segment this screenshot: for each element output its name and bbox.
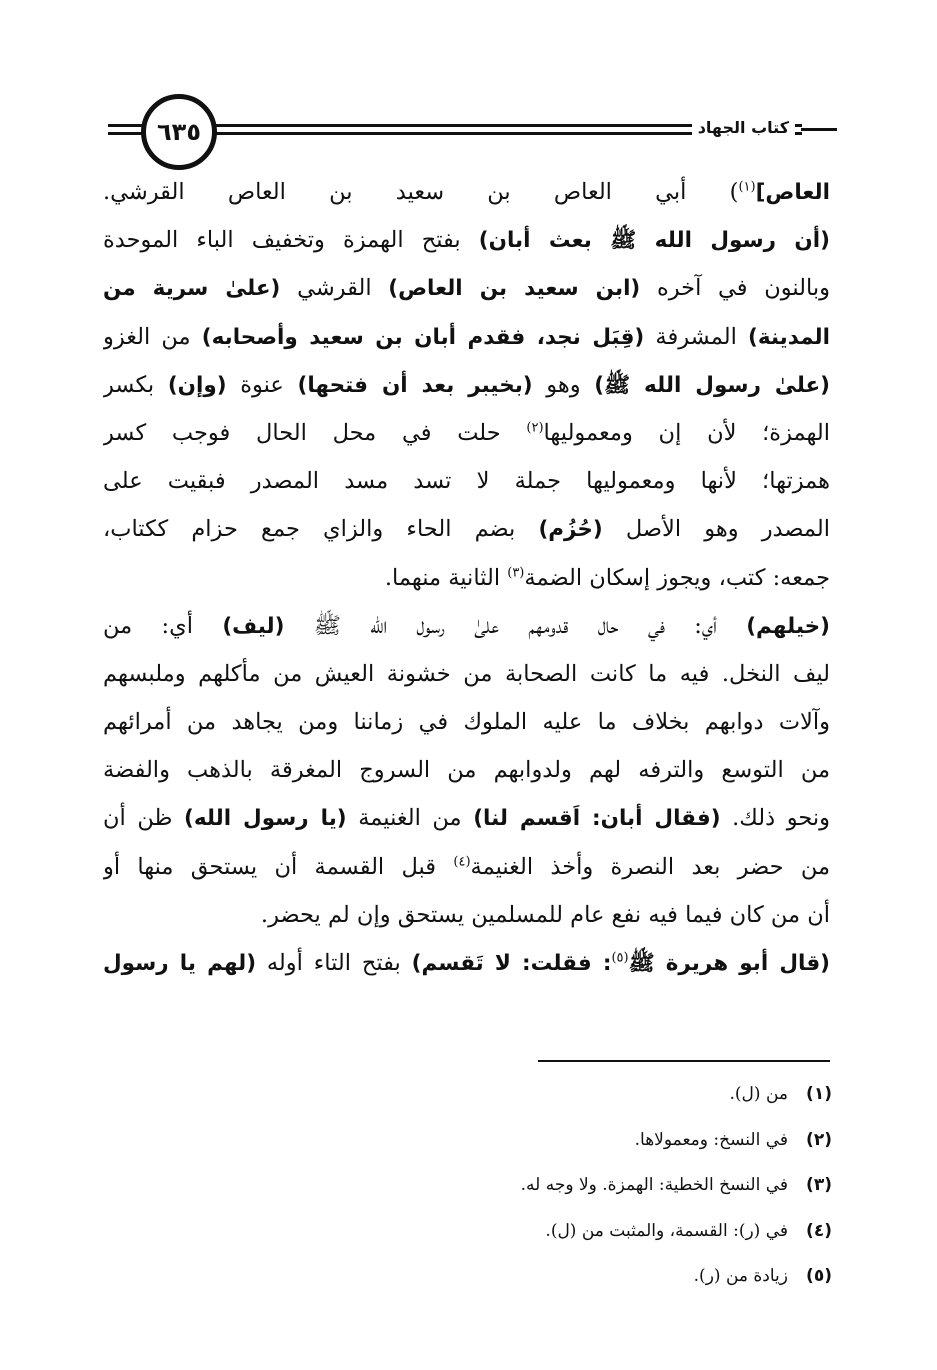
footnote-ref: (٣): [507, 565, 525, 580]
text-line: ونحو ذلك. (فقال أبان: اَقسم لنا) من الغنيمة (يا رسول الله) ظن أن: [103, 805, 830, 832]
footnote-number: (٣): [806, 1175, 832, 1195]
footnote: [132, 1163, 832, 1209]
footnote-text: زيادة من (ر).: [693, 1266, 788, 1286]
text-line: ليف النخل. فيه ما كانت الصحابة من خشونة العيش من مأكلهم وملبسهم: [103, 660, 830, 687]
text-line: من حضر بعد النصرة وأخذ الغنيمة$^{(٤)}$ قبل القسمة أن يستحق منها أو: [103, 853, 830, 880]
footnote-text: في النسخ: ومعمولاها.: [634, 1129, 788, 1150]
footnote-number: (٢): [806, 1129, 832, 1150]
text-line: وآلات دوابهم بخلاف ما عليه الملوك في زماننا ومن يجاهد من أمرائهم: [103, 709, 830, 736]
footnote-ref: (٥): [611, 950, 629, 966]
footnote: [132, 1072, 832, 1118]
text-line: (قال أبو هريرة ﷺ$^{(٥)}$: فقلت: لا تَقسم) بفتح التاء أوله (لهم يا رسول: [103, 950, 830, 976]
footnote-ref: (٢): [526, 420, 544, 436]
main-text: [103, 168, 830, 987]
text-line: (خيلهم) أي: في حال قدومهم علىٰ رسول الله ﷺ (ليف) أي: من: [103, 612, 830, 639]
running-title: كتاب الجهاد: [692, 117, 795, 139]
footnote-ref: (٤): [453, 854, 471, 870]
footnote: [132, 1209, 832, 1255]
footnote-text: في (ر): القسمة، والمثبت من (ل).: [545, 1220, 788, 1241]
footnote-text: من (ل).: [729, 1084, 788, 1104]
text-line: الهمزة؛ لأن إن ومعموليها$^{(٢)}$ حلت في محل الحال فوجب كسر: [103, 419, 830, 446]
text-line: (أن رسول الله ﷺ بعث أبان) بفتح الهمزة وتخفيف الباء الموحدة: [103, 227, 830, 254]
footnote-number: (٤): [806, 1220, 832, 1241]
footnotes: [132, 1072, 832, 1300]
text-line: من التوسع والترفه لهم ولدوابهم من السروج المغرقة بالذهب والفضة: [103, 757, 830, 784]
footnote-separator: [538, 1060, 830, 1062]
text-line: العاص]$^{(١)}$) أبي العاص بن سعيد بن العاص القرشي.: [103, 179, 830, 205]
footnote: [132, 1118, 832, 1164]
text-line: المدينة) المشرفة (قِبَل نجد، فقدم أبان بن سعيد وأصحابه) من الغزو: [103, 323, 830, 350]
text-line: جمعه: كتب، ويجوز إسكان الضمة$^{(٣)}$ الثانية منهما.: [384, 564, 830, 591]
footnote-text: في النسخ الخطية: الهمزة. ولا وجه له.: [520, 1175, 788, 1195]
text-line: (علىٰ رسول الله ﷺ) وهو (بخيبر بعد أن فتحها) عنوة (وإن) بكسر: [103, 371, 830, 398]
header-dash: [801, 128, 837, 131]
text-line: المصدر وهو الأصل (حُزُم) بضم الحاء والزاي جمع حزام ككتاب،: [103, 516, 830, 543]
page-number: ٦٣٥: [141, 94, 217, 170]
text-line: أن من كان فيما فيه نفع عام للمسلمين يستحق وإن لم يحضر.: [260, 901, 830, 928]
footnote: [132, 1254, 832, 1300]
footnote-number: (٥): [806, 1266, 832, 1286]
footnote-number: (١): [806, 1084, 832, 1104]
text-line: وبالنون في آخره (ابن سعيد بن العاص) القرشي (علىٰ سرية من: [103, 275, 830, 302]
footnote-ref: (١): [738, 179, 756, 195]
text-line: همزتها؛ لأنها ومعموليها جملة لا تسد مسد المصدر فبقيت على: [103, 468, 830, 495]
